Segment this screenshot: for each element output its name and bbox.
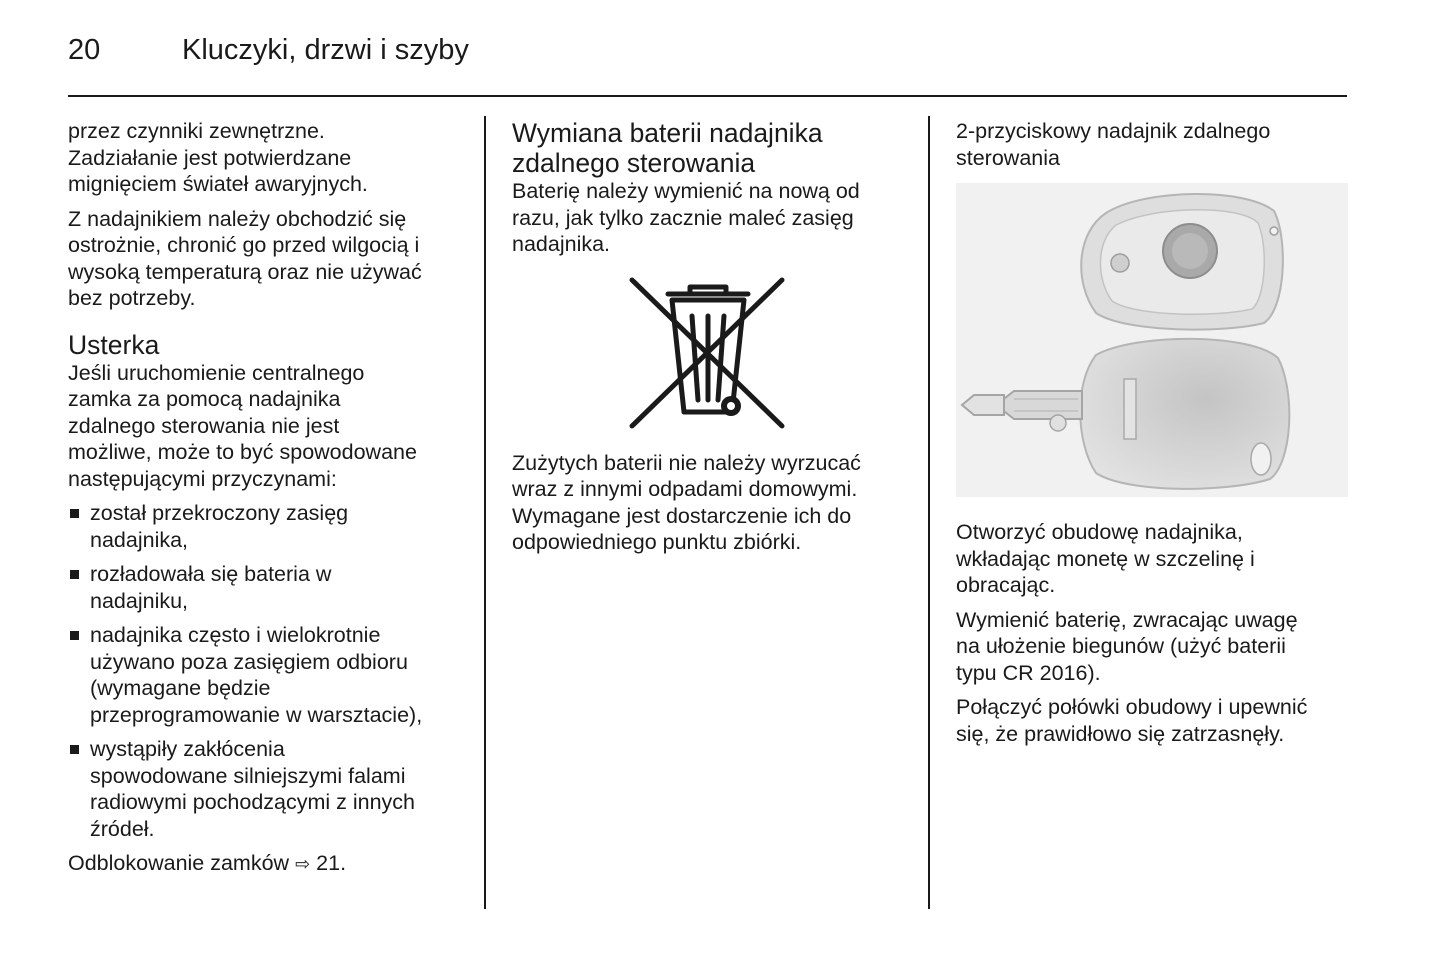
intro-paragraph: przez czynniki zewnętrzne. Zadziałanie jest potwierdzane mignięciem świateł awaryjnych. xyxy=(68,119,368,196)
list-item: został przekroczony zasięg nadajnika, xyxy=(68,500,468,553)
chapter-title: Kluczyki, drzwi i szyby xyxy=(182,34,469,66)
crossed-bin-icon xyxy=(628,276,788,430)
bullet-icon xyxy=(70,631,79,640)
bullet-icon xyxy=(70,745,79,754)
battery-paragraph: Baterię należy wymienić na nową od razu, jak tylko zacznie maleć zasięg nadajnika. xyxy=(512,179,860,256)
transmitter-subheading: 2-przyciskowy nadajnik zdalnego sterowania xyxy=(956,119,1271,170)
fault-heading: Usterka xyxy=(68,329,160,360)
column-divider-1 xyxy=(484,116,486,909)
list-item: nadajnika często i wielokrotnie używano poza zasięgiem odbioru (wymagane będzie przeprogramowanie w warsztacie), xyxy=(68,622,468,728)
cross-reference[interactable] xyxy=(68,850,468,878)
page-number: 20 xyxy=(68,34,101,66)
battery-heading: Wymiana baterii nadajnika zdalnego sterowania xyxy=(512,118,823,178)
list-item: wystąpiły zakłócenia spowodowane silniejszymi falami radiowymi pochodzącymi z innych źródeł. xyxy=(68,736,468,842)
key-transmitter-illustration xyxy=(956,183,1348,497)
column-1 xyxy=(68,118,468,886)
reference-arrow-icon: ⇨ xyxy=(295,854,311,874)
bullet-icon xyxy=(70,509,79,518)
reference-text: Odblokowanie zamków xyxy=(68,851,290,875)
close-paragraph: Połączyć połówki obudowy i upewnić się, że prawidłowo się zatrzasnęły. xyxy=(956,695,1308,746)
header-rule xyxy=(68,95,1347,97)
column-2 xyxy=(512,118,912,564)
open-paragraph: Otworzyć obudowę nadajnika, wkładając monetę w szczelinę i obracając. xyxy=(956,520,1255,597)
reference-page: 21. xyxy=(316,851,347,875)
column-3 xyxy=(956,118,1351,755)
fault-paragraph: Jeśli uruchomienie centralnego zamka za pomocą nadajnika zdalnego sterowania nie jest możliwe, może to być spowodowane następującymi przyczynami: xyxy=(68,360,417,491)
list-item: rozładowała się bateria w nadajniku, xyxy=(68,561,468,614)
cause-list xyxy=(68,500,468,842)
replace-paragraph: Wymienić baterię, zwracając uwagę na ułożenie biegunów (użyć baterii typu CR 2016). xyxy=(956,607,1298,685)
bullet-icon xyxy=(70,570,79,579)
disposal-paragraph: Zużytych baterii nie należy wyrzucać wraz z innymi odpadami domowymi. Wymagane jest dostarczenie ich do odpowiedniego punktu zbiórki. xyxy=(512,450,861,554)
column-divider-2 xyxy=(928,116,930,909)
care-paragraph: Z nadajnikiem należy obchodzić się ostrożnie, chronić go przed wilgocią i wysoką temperaturą oraz nie używać bez potrzeby. xyxy=(68,206,422,310)
